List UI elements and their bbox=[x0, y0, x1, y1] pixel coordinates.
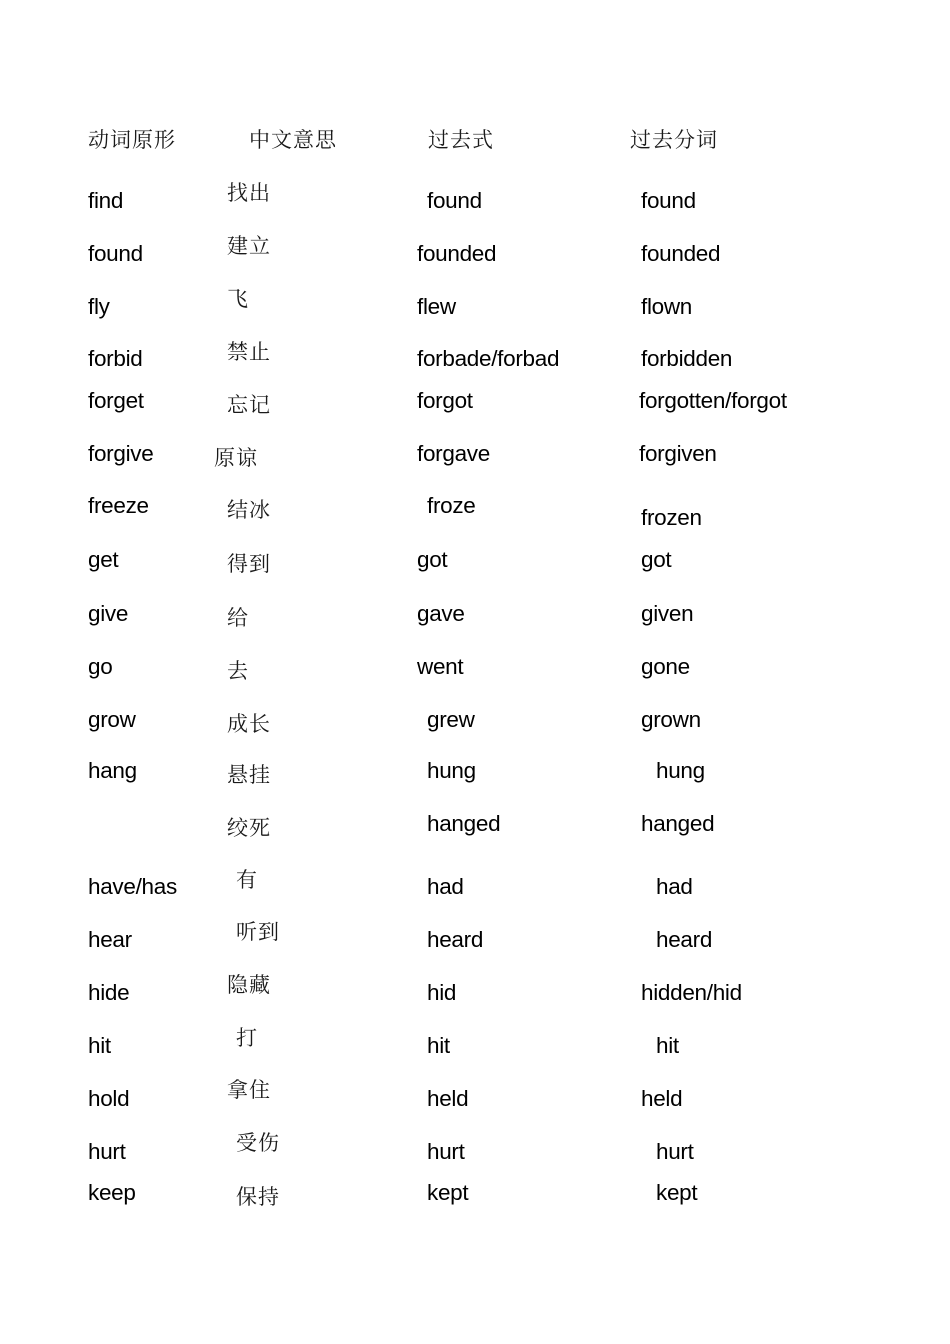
past-tense-cell: forgave bbox=[417, 441, 490, 466]
base-form-cell: found bbox=[88, 241, 143, 266]
past-participle-cell: gone bbox=[641, 654, 690, 679]
past-tense-cell: found bbox=[427, 188, 482, 213]
base-form-cell: hide bbox=[88, 980, 130, 1005]
meaning-cell: 找出 bbox=[227, 181, 271, 205]
base-form-cell: fly bbox=[88, 294, 110, 319]
meaning-cell: 去 bbox=[227, 659, 249, 683]
base-form-cell: hold bbox=[88, 1086, 130, 1111]
meaning-cell: 飞 bbox=[227, 287, 249, 311]
past-participle-cell: hung bbox=[656, 758, 705, 783]
meaning-cell: 隐藏 bbox=[227, 973, 271, 997]
base-form-cell: hear bbox=[88, 927, 132, 952]
header-past-participle: 过去分词 bbox=[630, 128, 718, 152]
meaning-cell: 保持 bbox=[236, 1185, 280, 1209]
base-form-cell: go bbox=[88, 654, 113, 679]
past-tense-cell: gave bbox=[417, 601, 465, 626]
meaning-cell: 禁止 bbox=[227, 340, 271, 364]
base-form-cell: keep bbox=[88, 1180, 136, 1205]
past-tense-cell: grew bbox=[427, 707, 475, 732]
meaning-cell: 绞死 bbox=[227, 816, 271, 840]
past-participle-cell: founded bbox=[641, 241, 721, 266]
header-base-form: 动词原形 bbox=[88, 128, 176, 152]
base-form-cell: grow bbox=[88, 707, 136, 732]
past-participle-cell: had bbox=[656, 874, 693, 899]
past-tense-cell: forgot bbox=[417, 388, 473, 413]
meaning-cell: 建立 bbox=[227, 234, 271, 258]
past-tense-cell: got bbox=[417, 547, 448, 572]
past-tense-cell: hit bbox=[427, 1033, 450, 1058]
base-form-cell: hit bbox=[88, 1033, 111, 1058]
past-participle-cell: grown bbox=[641, 707, 701, 732]
base-form-cell: have/has bbox=[88, 874, 177, 899]
meaning-cell: 打 bbox=[236, 1026, 258, 1050]
past-participle-cell: heard bbox=[656, 927, 713, 952]
past-tense-cell: had bbox=[427, 874, 464, 899]
past-participle-cell: hanged bbox=[641, 811, 715, 836]
meaning-cell: 受伤 bbox=[236, 1131, 280, 1155]
past-tense-cell: hid bbox=[427, 980, 457, 1005]
meaning-cell: 给 bbox=[227, 606, 249, 630]
past-tense-cell: went bbox=[417, 654, 464, 679]
past-participle-cell: forgotten/forgot bbox=[639, 388, 787, 413]
past-participle-cell: kept bbox=[656, 1180, 698, 1205]
meaning-cell: 拿住 bbox=[227, 1078, 271, 1102]
past-participle-cell: forbidden bbox=[641, 346, 733, 371]
past-tense-cell: forbade/forbad bbox=[417, 346, 560, 371]
meaning-cell: 忘记 bbox=[227, 393, 271, 417]
base-form-cell: hurt bbox=[88, 1139, 126, 1164]
past-tense-cell: froze bbox=[427, 493, 476, 518]
base-form-cell: find bbox=[88, 188, 124, 213]
past-participle-cell: got bbox=[641, 547, 672, 572]
past-tense-cell: held bbox=[427, 1086, 469, 1111]
past-participle-cell: hit bbox=[656, 1033, 679, 1058]
base-form-cell: forbid bbox=[88, 346, 143, 371]
past-tense-cell: flew bbox=[417, 294, 456, 319]
past-tense-cell: hanged bbox=[427, 811, 501, 836]
base-form-cell: freeze bbox=[88, 493, 149, 518]
past-tense-cell: hung bbox=[427, 758, 476, 783]
past-participle-cell: frozen bbox=[641, 505, 702, 530]
past-participle-cell: flown bbox=[641, 294, 693, 319]
meaning-cell: 悬挂 bbox=[227, 763, 271, 787]
header-meaning: 中文意思 bbox=[249, 128, 337, 152]
meaning-cell: 听到 bbox=[236, 920, 280, 944]
meaning-cell: 有 bbox=[236, 868, 258, 892]
past-participle-cell: forgiven bbox=[639, 441, 717, 466]
meaning-cell: 原谅 bbox=[214, 446, 258, 470]
past-participle-cell: given bbox=[641, 601, 694, 626]
base-form-cell: get bbox=[88, 547, 119, 572]
base-form-cell: forget bbox=[88, 388, 144, 413]
past-tense-cell: heard bbox=[427, 927, 484, 952]
past-tense-cell: kept bbox=[427, 1180, 469, 1205]
past-participle-cell: hidden/hid bbox=[641, 980, 742, 1005]
base-form-cell: give bbox=[88, 601, 129, 626]
meaning-cell: 得到 bbox=[227, 552, 271, 576]
header-past-tense: 过去式 bbox=[428, 128, 494, 152]
past-tense-cell: hurt bbox=[427, 1139, 465, 1164]
past-tense-cell: founded bbox=[417, 241, 497, 266]
meaning-cell: 结冰 bbox=[227, 498, 271, 522]
meaning-cell: 成长 bbox=[227, 712, 271, 736]
past-participle-cell: hurt bbox=[656, 1139, 694, 1164]
base-form-cell: forgive bbox=[88, 441, 154, 466]
past-participle-cell: held bbox=[641, 1086, 683, 1111]
base-form-cell: hang bbox=[88, 758, 137, 783]
past-participle-cell: found bbox=[641, 188, 696, 213]
